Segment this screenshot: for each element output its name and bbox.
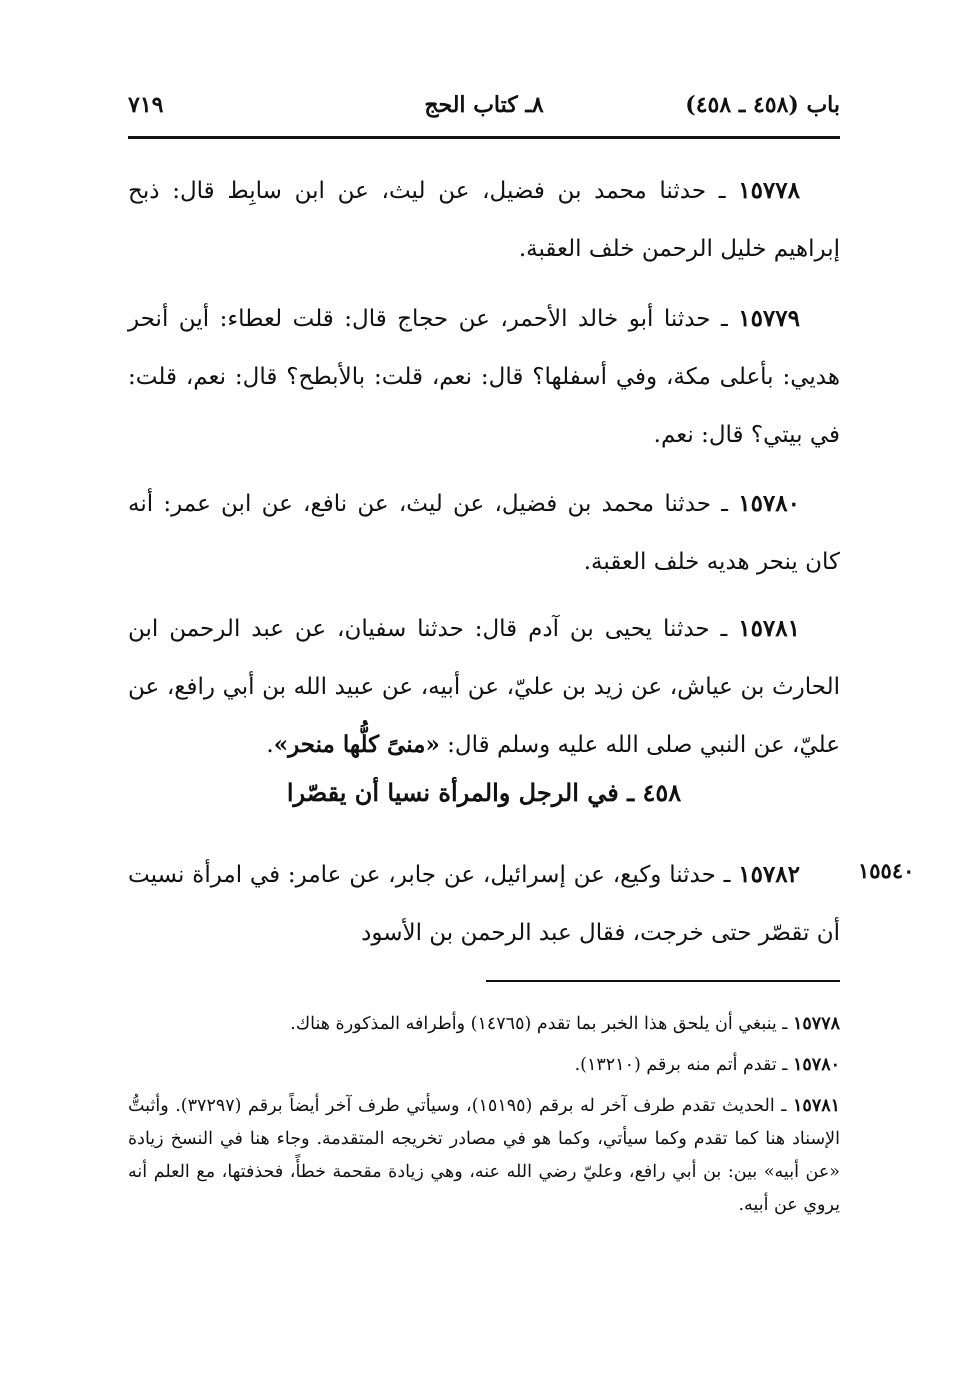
footnote-number: ١٥٧٨٠	[793, 1055, 840, 1075]
hadith-paragraph	[128, 600, 840, 774]
footnote	[128, 1008, 840, 1041]
hadith-text: ـ حدثنا محمد بن فضيل، عن ليث، عن ابن سابِط قال: ذبح إبراهيم خليل الرحمن خلف العقبة.	[128, 178, 840, 262]
hadith-quote: «منىً كلُّها منحر»	[273, 731, 440, 758]
footnote-text: ـ تقدم أتم منه برقم (١٣٢١٠).	[574, 1055, 793, 1075]
hadith-text: ـ حدثنا وكيع، عن إسرائيل، عن جابر، عن عامر: في امرأة نسيت أن تقصّر حتى خرجت، فقال عبد الرحمن بن الأسود	[128, 862, 840, 946]
footnote-rule	[486, 980, 840, 982]
chapter-range: باب (٤٥٨ ـ ٤٥٨)	[685, 92, 840, 118]
hadith-paragraph	[128, 162, 840, 278]
hadith-number: ١٥٧٨٠	[738, 490, 800, 517]
hadith-paragraph	[128, 846, 840, 962]
page-number: ٧١٩	[128, 92, 164, 118]
hadith-text: ـ حدثنا يحيى بن آدم قال: حدثنا سفيان، عن عبد الرحمن ابن الحارث بن عياش، عن زيد بن عليّ، عن أبيه، عن عبيد الله بن أبي رافع، عن عليّ، عن النبي صلى الله عليه وسلم قال:	[128, 616, 840, 758]
footnote	[128, 1090, 840, 1222]
header-rule	[128, 136, 840, 139]
hadith-text: ـ حدثنا أبو خالد الأحمر، عن حجاج قال: قلت لعطاء: أين أنحر هديي: بأعلى مكة، وفي أسفلها؟ قال: نعم، قلت: بالأبطح؟ قال: نعم، قلت: في بيتي؟ قال: نعم.	[128, 306, 840, 448]
footnotes	[128, 1008, 840, 1230]
footnote-text: ـ الحديث تقدم طرف آخر له برقم (١٥١٩٥)، وسيأتي طرف آخر أيضاً برقم (٣٧٢٩٧). وأثبتُّ الإسناد هنا كما تقدم وكما سيأتي، وكما هو في مصادر تخريجه المتقدمة. وجاء هنا في النسخ زيادة «عن أبيه» بين: بن أبي رافع، وعليّ رضي الله عنه، وهي زيادة مقحمة خطأً، فحذفتها، مع العلم أنه يروي عن أبيه.	[128, 1096, 840, 1215]
hadith-end: .	[266, 732, 274, 758]
hadith-paragraph	[128, 475, 840, 591]
footnote	[128, 1049, 840, 1082]
section-title: ٤٥٨ ـ في الرجل والمرأة نسيا أن يقصّرا	[286, 778, 682, 807]
hadith-number: ١٥٧٧٩	[738, 305, 800, 332]
hadith-number: ١٥٧٨٢	[738, 861, 800, 888]
book-title: ٨ـ كتاب الحج	[424, 92, 544, 118]
footnote-text: ـ ينبغي أن يلحق هذا الخبر بما تقدم (١٤٧٦٥) وأطرافه المذكورة هناك.	[290, 1014, 793, 1034]
hadith-number: ١٥٧٧٨	[738, 177, 800, 204]
page-header	[128, 92, 840, 128]
hadith-text: ـ حدثنا محمد بن فضيل، عن ليث، عن نافع، عن ابن عمر: أنه كان ينحر هديه خلف العقبة.	[128, 491, 840, 575]
margin-reference: ١٥٥٤٠	[858, 858, 915, 883]
hadith-paragraph	[128, 290, 840, 464]
footnote-number: ١٥٧٧٨	[793, 1014, 840, 1034]
footnote-number: ١٥٧٨١	[793, 1096, 841, 1116]
hadith-number: ١٥٧٨١	[738, 615, 800, 642]
